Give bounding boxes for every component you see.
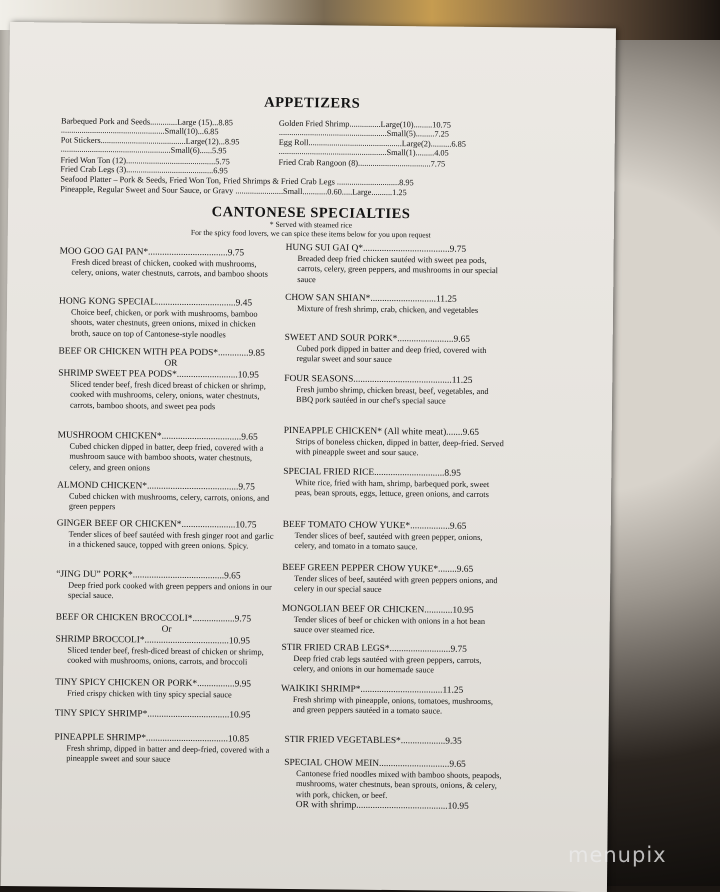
item-or: Or xyxy=(161,624,172,635)
item-title: HONG KONG SPECIAL..................................9.45 xyxy=(59,296,253,309)
item-desc: White rice, fried with ham, shrimp, barbequed pork, sweet peas, bean sprouts, eggs, lettuce, green onions, and carrots xyxy=(295,478,490,500)
appetizer-line: ..................................................Small(10)...6.85 xyxy=(60,125,219,137)
served-note: * Served with steamed rice xyxy=(269,219,353,230)
menu-item xyxy=(284,333,506,367)
appetizer-line: Golden Fried Shrimp...............Large(10).........10.75 xyxy=(278,118,451,130)
item-title: SHRIMP BROCCOLI*....................................10.95 xyxy=(55,634,251,647)
item-title: FOUR SEASONS..........................................11.25 xyxy=(284,373,473,386)
menu-item xyxy=(59,247,277,281)
item-title: OR with shrimp.......................................10.95 xyxy=(295,799,469,812)
appetizer-line: ....................................................Small(1).........4.05 xyxy=(278,146,449,158)
item-desc: Strips of boneless chicken, dipped in batter, deep-fried. Served with pineapple sweet and sour sauce. xyxy=(295,437,504,458)
item-desc: Cubed chicken dipped in batter, deep fried, covered with a mushroom sauce with bamboo shoots, water chestnuts, celery, and green onions xyxy=(69,441,264,473)
menu-item xyxy=(283,467,505,501)
appetizer-line: .....................................................Small(6)......5.95 xyxy=(60,144,227,156)
menu-item xyxy=(281,684,503,718)
menu-item xyxy=(55,678,273,702)
item-desc: Cantonese fried noodles mixed with bamboo shoots, peapods, mushrooms, water chestnuts, bean sprouts, onions, & celery, with pork, chicken, or beef. xyxy=(295,769,502,800)
item-title: BEEF OR CHICKEN BROCCOLI*..................9.75 xyxy=(55,612,252,625)
item-desc: Fresh shrimp with pineapple, onions, tomatoes, mushrooms, and green peppers sautéed in a tomato sauce. xyxy=(292,695,494,716)
item-title: SPECIAL FRIED RICE..............................8.95 xyxy=(283,466,461,479)
item-or: OR xyxy=(164,358,178,369)
item-desc: Mixture of fresh shrimp, crab, chicken, and vegetables xyxy=(296,304,479,315)
menu-item xyxy=(282,563,504,597)
item-title: CHOW SAN SHIAN*............................11.25 xyxy=(285,292,457,305)
menu-item xyxy=(57,481,275,515)
appetizer-line: Fried Crab Legs (3)..........................................6.95 xyxy=(60,164,228,176)
menu-item xyxy=(285,243,507,287)
item-desc: Tender slices of beef, sautéed with green peppers onions, and celery in our special sauce xyxy=(294,574,498,595)
item-desc: Choice beef, chicken, or pork with mushrooms, bamboo shoots, water chestnuts, green onions, mixed in chicken broth, sauce on top of Cantonese-style noodles xyxy=(70,307,258,339)
item-desc: Deep fried pork cooked with green peppers and onions in our special sauce. xyxy=(67,580,272,601)
menu-item xyxy=(282,604,504,638)
item-title: SWEET AND SOUR PORK*........................9.65 xyxy=(284,332,471,345)
appetizer-line: Pot Stickers.........................................Large(12)...8.95 xyxy=(60,135,240,147)
item-title: STIR FRIED VEGETABLES*...................9.35 xyxy=(284,734,462,747)
item-desc: Cubed chicken with mushrooms, celery, carrots, onions, and green peppers xyxy=(68,491,270,512)
item-desc: Tender slices of beef or chicken with onions in a hot bean sauce over steamed rice. xyxy=(293,615,486,636)
item-desc: Fresh diced breast of chicken, cooked with mushrooms, celery, onions, water chestnuts, carrots, and bamboo shoots xyxy=(71,257,268,280)
item-desc: Sliced tender beef, fresh-diced breast of chicken or shrimp, cooked with mushrooms, onions, carrots, and broccoli xyxy=(67,645,264,667)
appetizer-line: ....................................................Small(5).........7.25 xyxy=(278,127,449,139)
menu-item xyxy=(285,293,507,317)
item-title: TINY SPICY CHICKEN OR PORK*................9.95 xyxy=(55,677,252,690)
item-title: “JING DU” PORK*.......................................9.65 xyxy=(56,569,241,582)
item-desc: Fresh shrimp, dipped in batter and deep-fried, covered with a pineapple sweet and sour sauce xyxy=(66,743,270,765)
item-title: HUNG SUI GAI Q*.....................................9.75 xyxy=(285,242,467,255)
appetizers-heading: APPETIZERS xyxy=(264,94,361,112)
menu-item xyxy=(59,297,277,341)
menu-item xyxy=(281,643,503,677)
appetizer-line: Fried Crab Rangoon (8)...................................7.75 xyxy=(278,157,446,169)
item-desc: Cubed pork dipped in batter and deep fried, covered with regular sweet and sour sauce xyxy=(296,344,487,365)
appetizer-line: Fried Won Ton (12)...........................................5.75 xyxy=(60,155,230,167)
item-title: MOO GOO GAI PAN*..................................9.75 xyxy=(59,246,245,259)
menu-item xyxy=(284,735,506,748)
appetizer-line: Seafood Platter – Pork & Seeds, Fried Won Ton, Fried Shrimps & Fried Crab Legs ..............................8.95 xyxy=(60,174,414,188)
item-desc: Fried crispy chicken with tiny spicy special sauce xyxy=(66,688,232,700)
item-desc: Tender slices of beef, sautéed with green pepper, onions, celery, and tomato in a tomato sauce. xyxy=(294,531,483,552)
item-title: STIR FRIED CRAB LEGS*..........................9.75 xyxy=(281,642,467,655)
appetizer-line: Pineapple, Regular Sweet and Sour Sauce, or Gravy .......................Small............0.60.....Large..........1.25 xyxy=(60,184,407,198)
menu-item xyxy=(55,709,273,722)
menu-item xyxy=(54,733,272,767)
item-title: PINEAPPLE CHICKEN* (All white meat).......9.65 xyxy=(283,425,480,438)
item-title: MONGOLIAN BEEF OR CHICKEN............10.95 xyxy=(281,603,474,616)
item-desc: Fresh jumbo shrimp, chicken breast, beef, vegetables, and BBQ pork sautéed in our chef's special sauce xyxy=(296,385,489,406)
item-title: SHRIMP SWEET PEA PODS*..........................10.95 xyxy=(58,368,259,381)
menu-page xyxy=(1,22,616,892)
menu-item xyxy=(284,758,507,813)
item-desc: Tender slices of beef sautéed with fresh ginger root and garlic in a thickened sauce, topped with green onions. Spicy. xyxy=(68,529,274,551)
item-title: WAIKIKI SHRIMP*...................................11.25 xyxy=(280,683,464,696)
item-title: ALMOND CHICKEN*.......................................9.75 xyxy=(57,480,255,493)
cantonese-heading: CANTONESE SPECIALTIES xyxy=(211,204,411,223)
menu-item xyxy=(58,347,277,413)
item-title: PINEAPPLE SHRIMP*...................................10.85 xyxy=(54,732,250,745)
item-desc: Deep fried crab legs sautéed with green peppers, carrots, celery, and onions in our homemade sauce xyxy=(293,654,482,675)
menu-item xyxy=(284,374,506,408)
item-title: BEEF OR CHICKEN WITH PEA PODS*.............9.85 xyxy=(58,346,265,359)
item-title: BEEF GREEN PEPPER CHOW YUKE*........9.65 xyxy=(282,562,474,575)
appetizer-line: Egg Roll.............................................Large(2)..........6.85 xyxy=(278,137,466,149)
menu-item xyxy=(56,519,274,553)
item-title: BEEF TOMATO CHOW YUKE*.................9.65 xyxy=(282,519,467,532)
menu-item xyxy=(57,431,275,475)
spicy-note: For the spicy food lovers, we can spice these items below for you upon request xyxy=(190,227,431,240)
menu-item xyxy=(282,520,504,554)
menu-item xyxy=(56,570,274,604)
appetizer-line: Barbequed Pork and Seeds.............Large (15)...8.85 xyxy=(60,116,233,128)
item-title: SPECIAL CHOW MEIN..............................9.65 xyxy=(284,757,466,770)
menu-item xyxy=(283,426,505,460)
item-title: MUSHROOM CHICKEN*..................................9.65 xyxy=(57,430,258,443)
menupix-watermark: menupix xyxy=(568,843,667,867)
item-desc: Breaded deep fried chicken sautéed with sweet pea pods, carrots, celery, green peppers, and mushrooms in our special sauce xyxy=(297,254,499,284)
item-title: TINY SPICY SHRIMP*...................................10.95 xyxy=(54,708,251,721)
item-desc: Sliced tender beef, fresh diced breast of chicken or shrimp, cooked with mushrooms, celery, onions, water chestnuts, carrots, bamboo shoots, and sweet pea pods xyxy=(69,379,266,411)
item-title: GINGER BEEF OR CHICKEN*.......................10.75 xyxy=(56,518,257,531)
menu-item xyxy=(55,613,274,669)
